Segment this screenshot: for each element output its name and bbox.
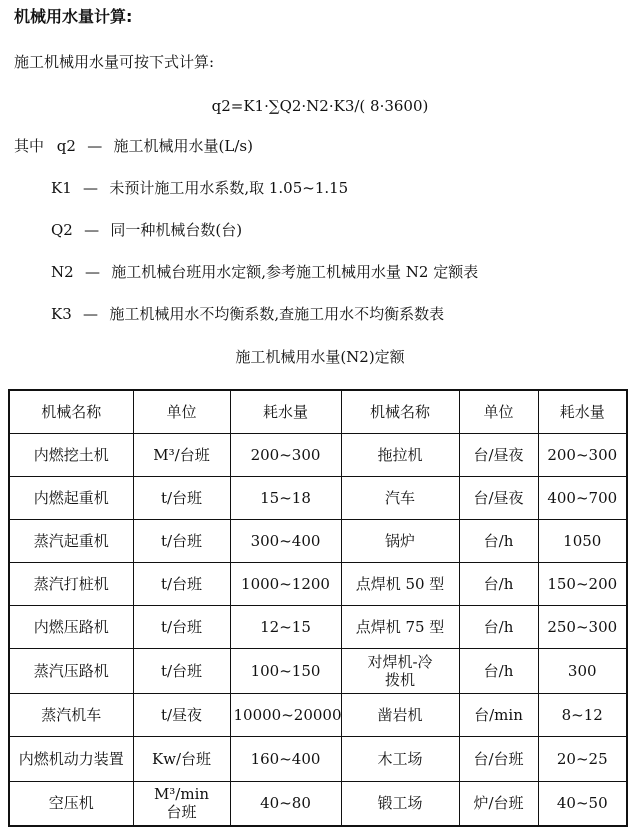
table-cell: 100~150 [230,648,341,693]
table-cell: 20~25 [538,736,627,781]
definition-dash: — [87,137,103,155]
definition-symbol: N2 [51,263,74,281]
water-usage-table [8,389,628,827]
header-unit: 单位 [459,390,538,434]
table-cell: 150~200 [538,563,627,606]
table-cell: 200~300 [538,434,627,477]
table-row [9,693,627,736]
table-cell: 蒸汽打桩机 [9,563,133,606]
table-cell: 8~12 [538,693,627,736]
table-cell: Kw/台班 [133,736,230,781]
table-cell: M³/台班 [133,434,230,477]
water-formula: q2=K1·∑Q2·N2·K3/( 8·3600) [211,97,429,115]
table-row [9,477,627,520]
table-cell: 炉/台班 [459,781,538,826]
table-cell: 点焊机 75 型 [341,605,459,648]
table-cell: 空压机 [9,781,133,826]
table-cell: 点焊机 50 型 [341,563,459,606]
definition-symbol: K3 [51,305,72,323]
definition-k1 [51,178,348,198]
table-cell: 400~700 [538,477,627,520]
table-row [9,605,627,648]
table-cell: 内燃起重机 [9,477,133,520]
table-cell: 40~80 [230,781,341,826]
table-row [9,434,627,477]
table-cell: 10000~20000 [230,693,341,736]
definition-dash: — [84,221,100,239]
table-cell: t/台班 [133,563,230,606]
table-cell: 160~400 [230,736,341,781]
table-cell: 200~300 [230,434,341,477]
table-cell: t/台班 [133,520,230,563]
table-cell: 台/min [459,693,538,736]
table-cell: 锻工场 [341,781,459,826]
definition-k3 [51,304,444,324]
table-cell: 对焊机-冷拨机 [341,648,459,693]
table-row [9,520,627,563]
definition-q2-count [51,220,242,240]
header-machine-name: 机械名称 [341,390,459,434]
table-cell: t/台班 [133,477,230,520]
table-cell: 蒸汽机车 [9,693,133,736]
definition-q2 [14,136,253,156]
definition-text: 同一种机械台数(台) [110,221,243,239]
definition-n2 [51,262,478,282]
table-cell: 台/昼夜 [459,434,538,477]
definition-dash: — [83,305,99,323]
table-cell: 250~300 [538,605,627,648]
table-cell: 内燃机动力装置 [9,736,133,781]
intro-text: 施工机械用水量可按下式计算: [14,53,215,71]
definition-text: 施工机械用水不均衡系数,查施工用水不均衡系数表 [109,305,445,323]
definition-symbol: q2 [56,137,76,155]
table-cell: 台/h [459,605,538,648]
table-title: 施工机械用水量(N2)定额 [235,348,405,366]
table-cell: M³/min 台班 [133,781,230,826]
definition-text: 未预计施工用水系数,取 1.05~1.15 [109,179,349,197]
definition-text: 施工机械台班用水定额,参考施工机械用水量 N2 定额表 [111,263,479,281]
definition-lead: 其中 [14,137,45,155]
table-cell: 1050 [538,520,627,563]
table-cell: 300 [538,648,627,693]
header-unit: 单位 [133,390,230,434]
table-cell: 15~18 [230,477,341,520]
table-row [9,781,627,826]
table-cell: 蒸汽起重机 [9,520,133,563]
definition-dash: — [83,179,99,197]
table-header-row [9,390,627,434]
table-cell: 内燃压路机 [9,605,133,648]
table-cell: 台/h [459,648,538,693]
header-consumption: 耗水量 [230,390,341,434]
table-cell: 台/台班 [459,736,538,781]
table-cell: 台/昼夜 [459,477,538,520]
definition-symbol: K1 [51,179,72,197]
table-cell: 拖拉机 [341,434,459,477]
table-cell: 12~15 [230,605,341,648]
table-cell: t/昼夜 [133,693,230,736]
table-cell: 内燃挖土机 [9,434,133,477]
header-consumption: 耗水量 [538,390,627,434]
table-cell: 1000~1200 [230,563,341,606]
definition-symbol: Q2 [51,221,73,239]
table-cell: t/台班 [133,648,230,693]
table-row [9,648,627,693]
table-cell: 木工场 [341,736,459,781]
table-cell: 40~50 [538,781,627,826]
definition-text: 施工机械用水量(L/s) [113,137,253,155]
table-cell: 300~400 [230,520,341,563]
table-cell: 汽车 [341,477,459,520]
table-cell: 蒸汽压路机 [9,648,133,693]
table-row [9,736,627,781]
section-heading: 机械用水量计算: [14,7,133,26]
definition-dash: — [84,263,100,281]
header-machine-name: 机械名称 [9,390,133,434]
table-cell: 台/h [459,563,538,606]
table-cell: t/台班 [133,605,230,648]
table-row [9,563,627,606]
table-cell: 锅炉 [341,520,459,563]
table-cell: 台/h [459,520,538,563]
table-cell: 凿岩机 [341,693,459,736]
